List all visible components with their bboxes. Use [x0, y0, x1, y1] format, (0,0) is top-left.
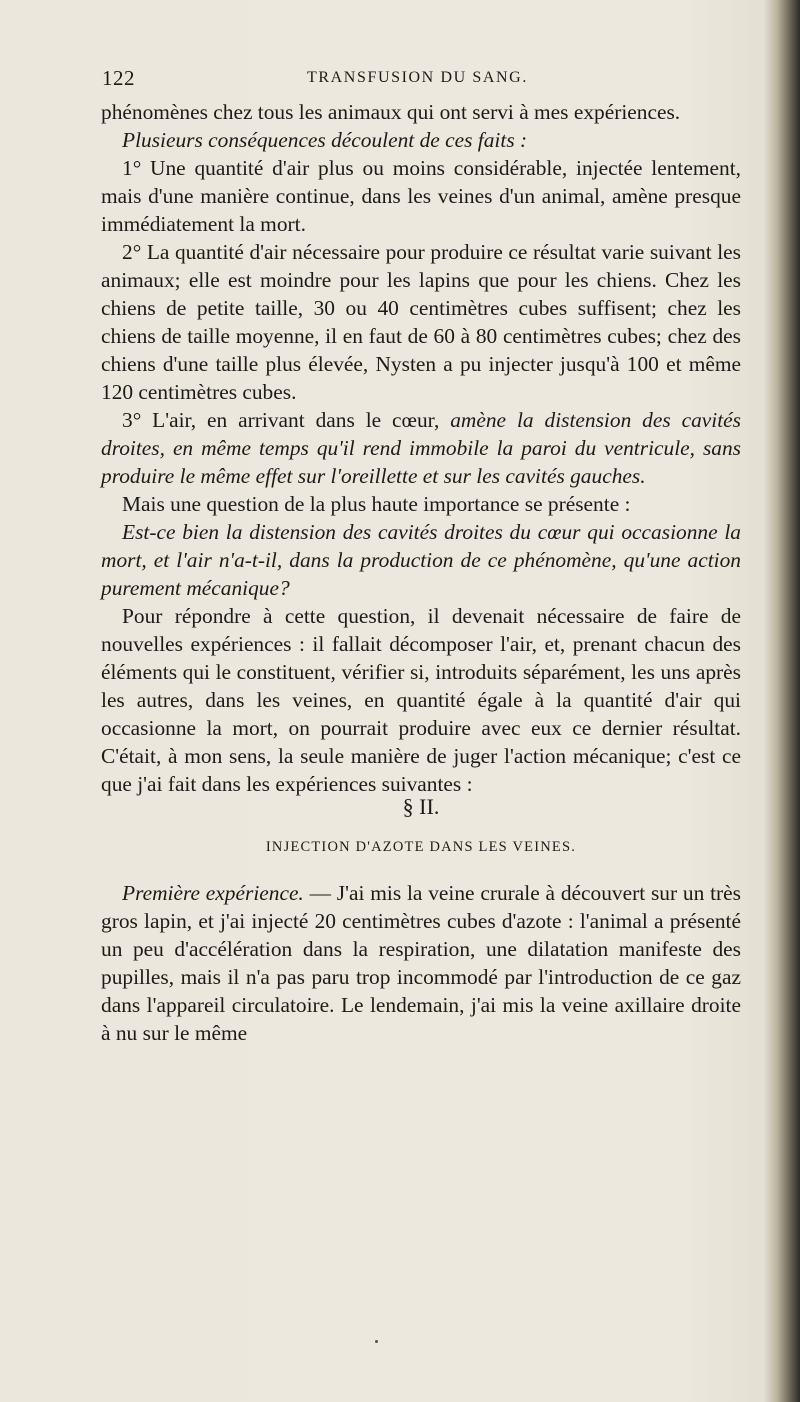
page-number: 122 [102, 66, 135, 90]
section-number: § II. [402, 794, 440, 819]
consequences-heading: Plusieurs conséquences découlent de ces faits : [122, 128, 528, 152]
paragraph-point-2: 2° La quantité d'air nécessaire pour produire ce résultat varie suivant les animaux; elle est moindre pour les lapins que pour les chiens. Chez les chiens de petite taille, 30 ou 40 centimètres cubes suffisent; chez les chiens de taille moyenne, il en faut de 60 à 80 centimètres cubes; chez des chiens d'une taille plus élevée, Nysten a pu injecter jusqu'à 100 et même 120 centimètres cubes. [101, 240, 741, 404]
section-title: INJECTION D'AZOTE DANS LES VEINES. [265, 839, 577, 855]
paragraph-point-1: 1° Une quantité d'air plus ou moins considérable, injectée lentement, mais d'une manière continue, dans les veines d'un animal, amène presque immédiatement la mort. [101, 156, 741, 236]
point-3-italic: amène la distension des cavités droites, en même temps qu'il rend immobile la paroi du ventricule, sans produire le même effet sur l'oreillette et sur les cavités gauches. [101, 408, 741, 488]
paragraph-first-experiment [101, 879, 741, 1047]
body-text [101, 98, 741, 798]
experiment-label: Première expérience. [122, 881, 304, 905]
running-head: TRANSFUSION DU SANG. [307, 69, 528, 86]
paragraph-consequences-intro [101, 126, 741, 154]
question-italic: Est-ce bien la distension des cavités droites du cœur qui occasionne la mort, et l'air n'a-t-il, dans la production de ce phénomène, qu'une action purement mécanique? [101, 520, 741, 600]
page-edge-shadow [764, 0, 800, 1402]
body-text-section-2 [101, 879, 741, 1047]
paragraph-question-intro: Mais une question de la plus haute importance se présente : [122, 492, 631, 516]
paper-speck [375, 1340, 378, 1343]
experiment-text: — J'ai mis la veine crurale à découvert sur un très gros lapin, et j'ai injecté 20 centimètres cubes d'azote : l'animal a présenté un peu d'accélération dans la respiration, une dilatation manifeste des pupilles, mais il n'a pas paru trop incommodé par l'introduction de ce gaz dans l'appareil circulatoire. Le lendemain, j'ai mis la veine axillaire droite à nu sur le même [101, 881, 742, 1045]
paragraph-method: Pour répondre à cette question, il devenait nécessaire de faire de nouvelles expériences : il fallait décomposer l'air, et, prenant chacun des éléments qui le constituent, vérifier si, introduits séparément, les uns après les autres, dans les veines, en quantité égale à la quantité d'air qui occasionne la mort, on pourrait produire avec eux ce dernier résultat. C'était, à mon sens, la seule manière de juger l'action mécanique; c'est ce que j'ai fait dans les expériences suivantes : [101, 604, 741, 796]
page-header [102, 66, 742, 90]
paragraph-continued: phénomènes chez tous les animaux qui ont servi à mes expériences. [101, 100, 681, 124]
point-3-lead: 3° L'air, en arrivant dans le cœur, [122, 408, 451, 432]
paragraph-question [101, 518, 741, 602]
paragraph-point-3 [101, 406, 741, 490]
